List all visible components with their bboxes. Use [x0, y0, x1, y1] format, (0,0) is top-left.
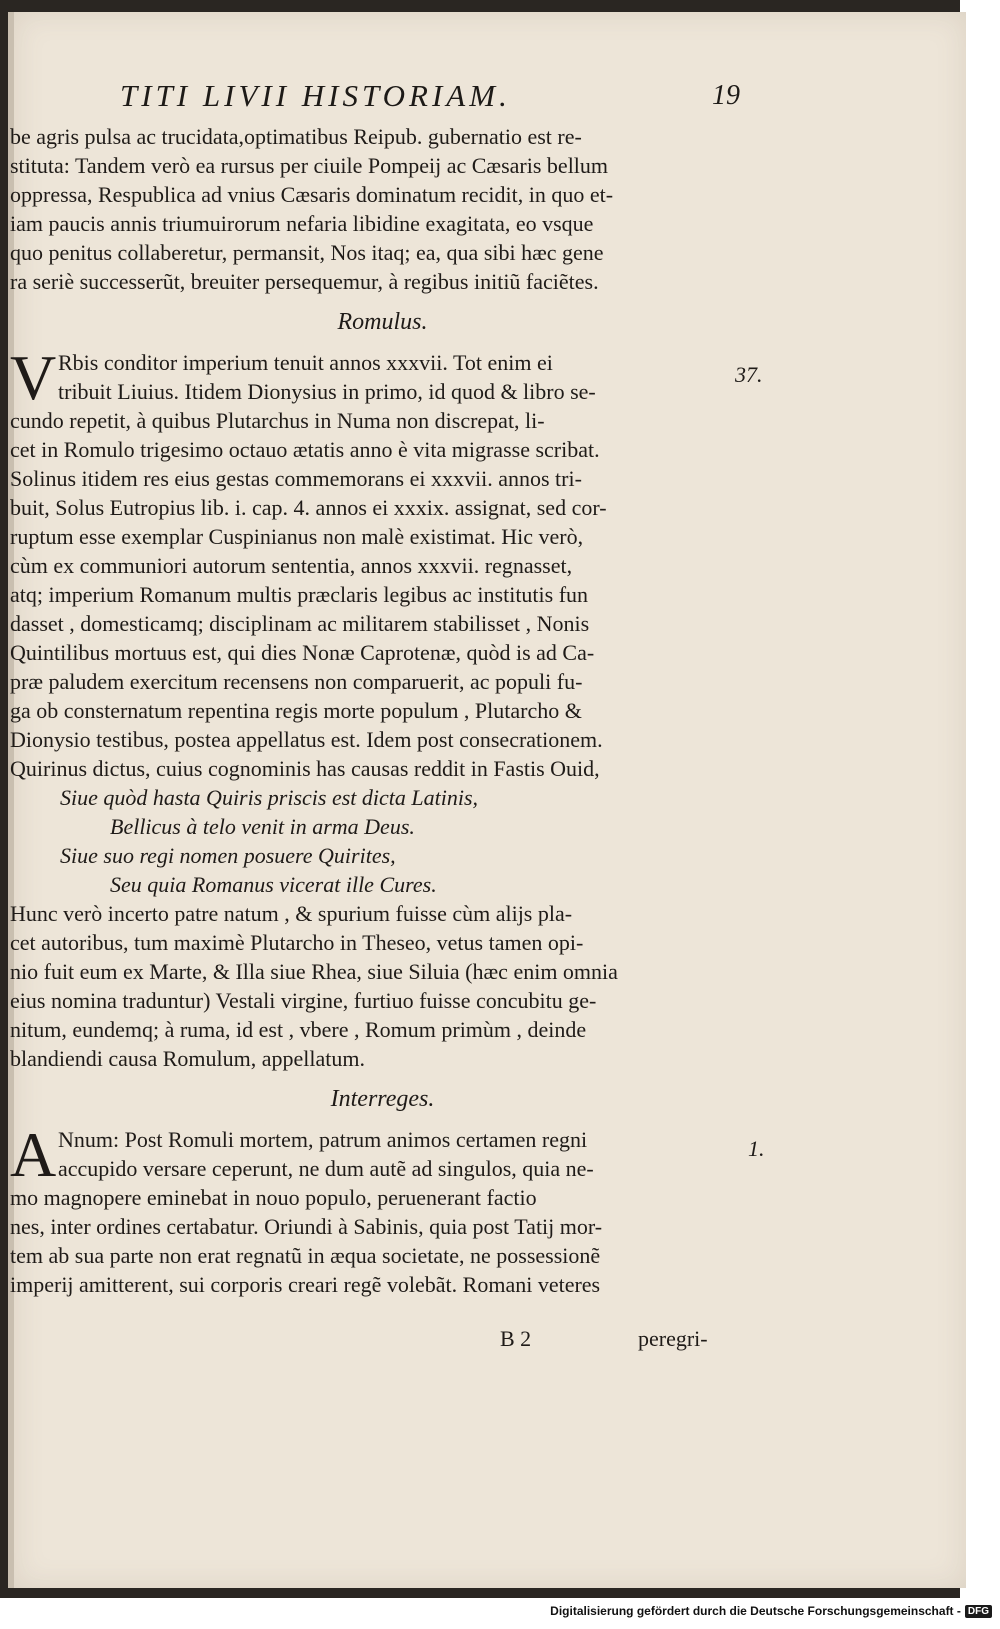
text-line: tribuit Liuius. Itidem Dionysius in primo, id quod & libro se-	[58, 379, 596, 404]
body-text	[10, 122, 755, 1299]
text-line: blandiendi causa Romulum, appellatum.	[10, 1046, 365, 1071]
interreges-paragraph	[10, 1119, 755, 1299]
text-line: stituta: Tandem verò ea rursus per ciuile Pompeij ac Cæsaris bellum	[10, 153, 609, 178]
text-line: imperij amitterent, sui corporis creari regẽ volebãt. Romani veteres	[10, 1272, 601, 1297]
romulus-paragraph	[10, 342, 755, 783]
text-line: Rbis conditor imperium tenuit annos xxxvii. Tot enim ei	[58, 350, 553, 375]
running-title: TITI LIVII HISTORIAM.	[120, 78, 511, 113]
section-heading-interreges: Interreges.	[330, 1086, 435, 1112]
text-line: accupido versare ceperunt, ne dum autẽ ad singulos, quia ne-	[58, 1156, 594, 1181]
text-line: buit, Solus Eutropius lib. i. cap. 4. annos ei xxxix. assignat, sed cor-	[10, 495, 607, 520]
text-line: ra seriè successerũt, breuiter persequemur, à regibus initiũ faciẽtes.	[10, 269, 599, 294]
intro-paragraph	[10, 122, 755, 296]
romulus-continuation	[10, 899, 755, 1073]
drop-cap-a: A	[10, 1119, 57, 1190]
catchword: peregri-	[638, 1326, 708, 1351]
text-line: eius nomina traduntur) Vestali virgine, furtiuo fuisse concubitu ge-	[10, 988, 597, 1013]
text-line: nio fuit eum ex Marte, & Illa siue Rhea, siue Siluia (hæc enim omnia	[10, 959, 618, 984]
text-line: dasset , domesticamq; disciplinam ac militarem stabilisset , Nonis	[10, 611, 590, 636]
text-line: cet in Romulo trigesimo octauo ætatis anno è vita migrasse scribat.	[10, 437, 600, 462]
page-number: 19	[712, 80, 740, 111]
text-line: Quirinus dictus, cuius cognominis has causas reddit in Fastis Ouid,	[10, 756, 600, 781]
text-line: be agris pulsa ac trucidata,optimatibus Reipub. gubernatio est re-	[10, 124, 582, 149]
text-line: tem ab sua parte non erat regnatũ in æqua societate, ne possessionẽ	[10, 1243, 601, 1268]
margin-note-1: 1.	[748, 1136, 765, 1161]
text-line: cet autoribus, tum maximè Plutarcho in Theseo, vetus tamen opi-	[10, 930, 584, 955]
text-line: Solinus itidem res eius gestas commemorans ei xxxvii. annos tri-	[10, 466, 582, 491]
dfg-logo: DFG	[965, 1605, 992, 1618]
text-line: quo penitus collaberetur, permansit, Nos itaq; ea, qua sibi hæc gene	[10, 240, 604, 265]
signature-mark: B 2	[500, 1326, 532, 1351]
text-line: præ paludem exercitum recensens non comparuerit, ac populi fu-	[10, 669, 583, 694]
text-line: Dionysio testibus, postea appellatus est. Idem post consecrationem.	[10, 727, 603, 752]
drop-cap-v: V	[10, 342, 57, 413]
text-line: oppressa, Respublica ad vnius Cæsaris dominatum recidit, in quo et-	[10, 182, 614, 207]
credit-text: Digitalisierung gefördert durch die Deutsche Forschungsgemeinschaft -	[550, 1604, 961, 1618]
text-line: mo magnopere eminebat in nouo populo, peruenerant factio	[10, 1185, 537, 1210]
section-heading-romulus: Romulus.	[337, 309, 428, 335]
verse-line: Siue suo regi nomen posuere Quirites,	[60, 843, 396, 868]
text-line: ga ob consternatum repentina regis morte populum , Plutarcho &	[10, 698, 582, 723]
verse-line: Bellicus à telo venit in arma Deus.	[110, 814, 415, 839]
text-line: Nnum: Post Romuli mortem, patrum animos certamen regni	[58, 1127, 588, 1152]
text-line: nes, inter ordines certabatur. Oriundi à Sabinis, quia post Tatij mor-	[10, 1214, 603, 1239]
margin-note-37: 37.	[735, 362, 763, 387]
digitization-credit	[550, 1604, 992, 1618]
text-line: Hunc verò incerto patre natum , & spurium fuisse cùm alijs pla-	[10, 901, 573, 926]
text-line: cundo repetit, à quibus Plutarchus in Numa non discrepat, li-	[10, 408, 545, 433]
verse-line: Seu quia Romanus vicerat ille Cures.	[110, 872, 437, 897]
text-line: ruptum esse exemplar Cuspinianus non malè existimat. Hic verò,	[10, 524, 584, 549]
text-line: iam paucis annis triumuirorum nefaria libidine exagitata, eo vsque	[10, 211, 594, 236]
text-line: Quintilibus mortuus est, qui dies Nonæ Caprotenæ, quòd is ad Ca-	[10, 640, 595, 665]
text-line: atq; imperium Romanum multis præclaris legibus ac institutis fun	[10, 582, 589, 607]
text-line: nitum, eundemq; à ruma, id est , vbere , Romum primùm , deinde	[10, 1017, 587, 1042]
verse-quote	[10, 783, 755, 899]
verse-line: Siue quòd hasta Quiris priscis est dicta Latinis,	[60, 785, 479, 810]
text-line: cùm ex communiori autorum sententia, annos xxxvii. regnasset,	[10, 553, 573, 578]
